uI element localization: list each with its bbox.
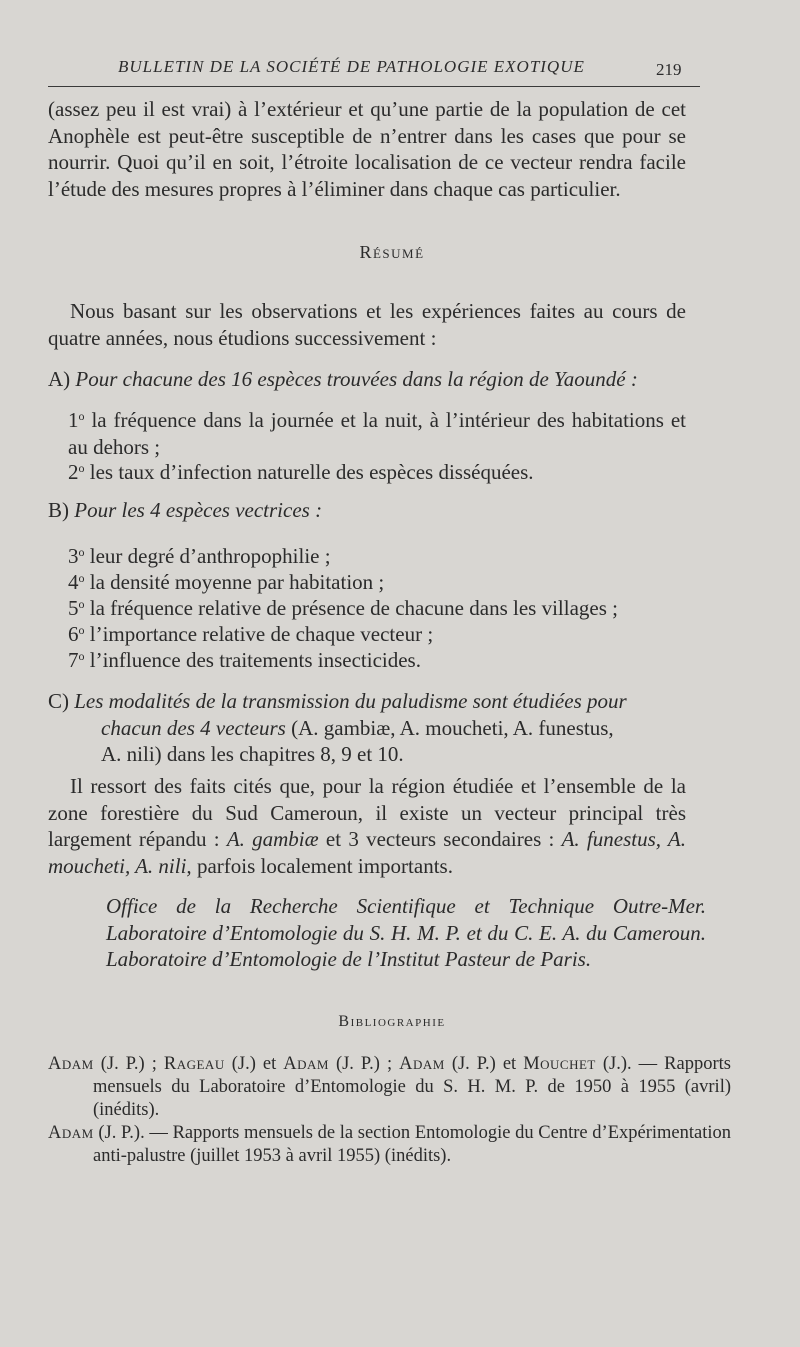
intro-paragraph: (assez peu il est vrai) à l’extérieur et qu’une partie de la population de cet Anophèle est peut-être susceptible de n’entrer dans les cases que pour se nourrir. Quoi qu’il en soit, l’étroite localisation de ce vecteur rendra facile l’étude des mesures propres à l’éliminer dans chaque cas particulier. bbox=[48, 97, 686, 201]
section-a-heading bbox=[48, 366, 698, 393]
header-rule bbox=[48, 86, 700, 87]
section-a-letter: A) bbox=[48, 367, 71, 391]
secondary-vector-species: A. funestus, A. moucheti, A. nili, bbox=[48, 827, 686, 878]
list-item: 5$^o$ la fréquence relative de présence de chacune dans les villages ; bbox=[68, 596, 618, 620]
main-vector-species: A. gambiæ bbox=[226, 827, 319, 851]
list-item: 1$^o$ la fréquence dans la journée et la nuit, à l’intérieur des habitations et au dehors ; bbox=[68, 408, 686, 459]
section-c-heading-1: Les modalités de la transmission du paludisme sont étudiées pour bbox=[74, 689, 627, 713]
list-item: 2$^o$ les taux d’infection naturelle des espèces disséquées. bbox=[68, 460, 534, 484]
conclusion-paragraph: Il ressort des faits cités que, pour la région étudiée et l’ensemble de la zone forestière du Sud Cameroun, il existe un vecteur principal très largement répandu : A. gambiæ et 3 vecteurs secondaires : A. funestus, A. moucheti, A. nili, parfois localement importants. bbox=[48, 774, 686, 878]
section-b-letter: B) bbox=[48, 498, 69, 522]
section-b-title: Pour les 4 espèces vectrices : bbox=[74, 498, 323, 522]
list-item: 3$^o$ leur degré d’anthropophilie ; bbox=[68, 544, 331, 568]
page-number: 219 bbox=[656, 60, 682, 79]
affiliation: Office de la Recherche Scientifique et Technique Outre-Mer. Laboratoire d’Entomologie du S. H. M. P. et du C. E. A. du Cameroun. Laboratoire d’Entomologie de l’Institut Pasteur de Paris. bbox=[106, 894, 706, 971]
list-item: 4$^o$ la densité moyenne par habitation ; bbox=[68, 570, 385, 594]
list-item: 6$^o$ l’importance relative de chaque vecteur ; bbox=[68, 622, 434, 646]
bibliography-entry: Adam (J. P.) ; Rageau (J.) et Adam (J. P.) ; Adam (J. P.) et Mouchet (J.). — Rapports mensuels du Laboratoire d’Entomologie du S. H. M. P. de 1950 à 1955 (avril) (inédits). bbox=[48, 1054, 731, 1120]
section-c-heading-3: A. nili) dans les chapitres 8, 9 et 10. bbox=[101, 742, 404, 766]
section-b-heading bbox=[48, 497, 698, 524]
resume-title: Résumé bbox=[359, 242, 425, 262]
section-c-heading-2-rest: (A. gambiæ, A. moucheti, A. funestus, bbox=[285, 715, 614, 740]
section-c bbox=[48, 688, 698, 768]
section-c-heading-2: chacun des 4 vecteurs bbox=[101, 715, 286, 740]
bibliography-title: Bibliographie bbox=[338, 1013, 446, 1030]
section-c-letter: C) bbox=[48, 689, 69, 713]
list-item: 7$^o$ l’influence des traitements insecticides. bbox=[68, 648, 421, 672]
bibliography-entry: Adam (J. P.). — Rapports mensuels de la section Entomologie du Centre d’Expérimentation anti-palustre (juillet 1953 à avril 1955) (inédits). bbox=[48, 1123, 731, 1166]
resume-intro: Nous basant sur les observations et les expériences faites au cours de quatre années, nous étudions successivement : bbox=[48, 299, 686, 350]
running-title: BULLETIN DE LA SOCIÉTÉ DE PATHOLOGIE EXOTIQUE bbox=[118, 57, 585, 76]
page-header bbox=[0, 57, 800, 87]
section-a-title: Pour chacune des 16 espèces trouvées dans la région de Yaoundé : bbox=[75, 367, 638, 391]
